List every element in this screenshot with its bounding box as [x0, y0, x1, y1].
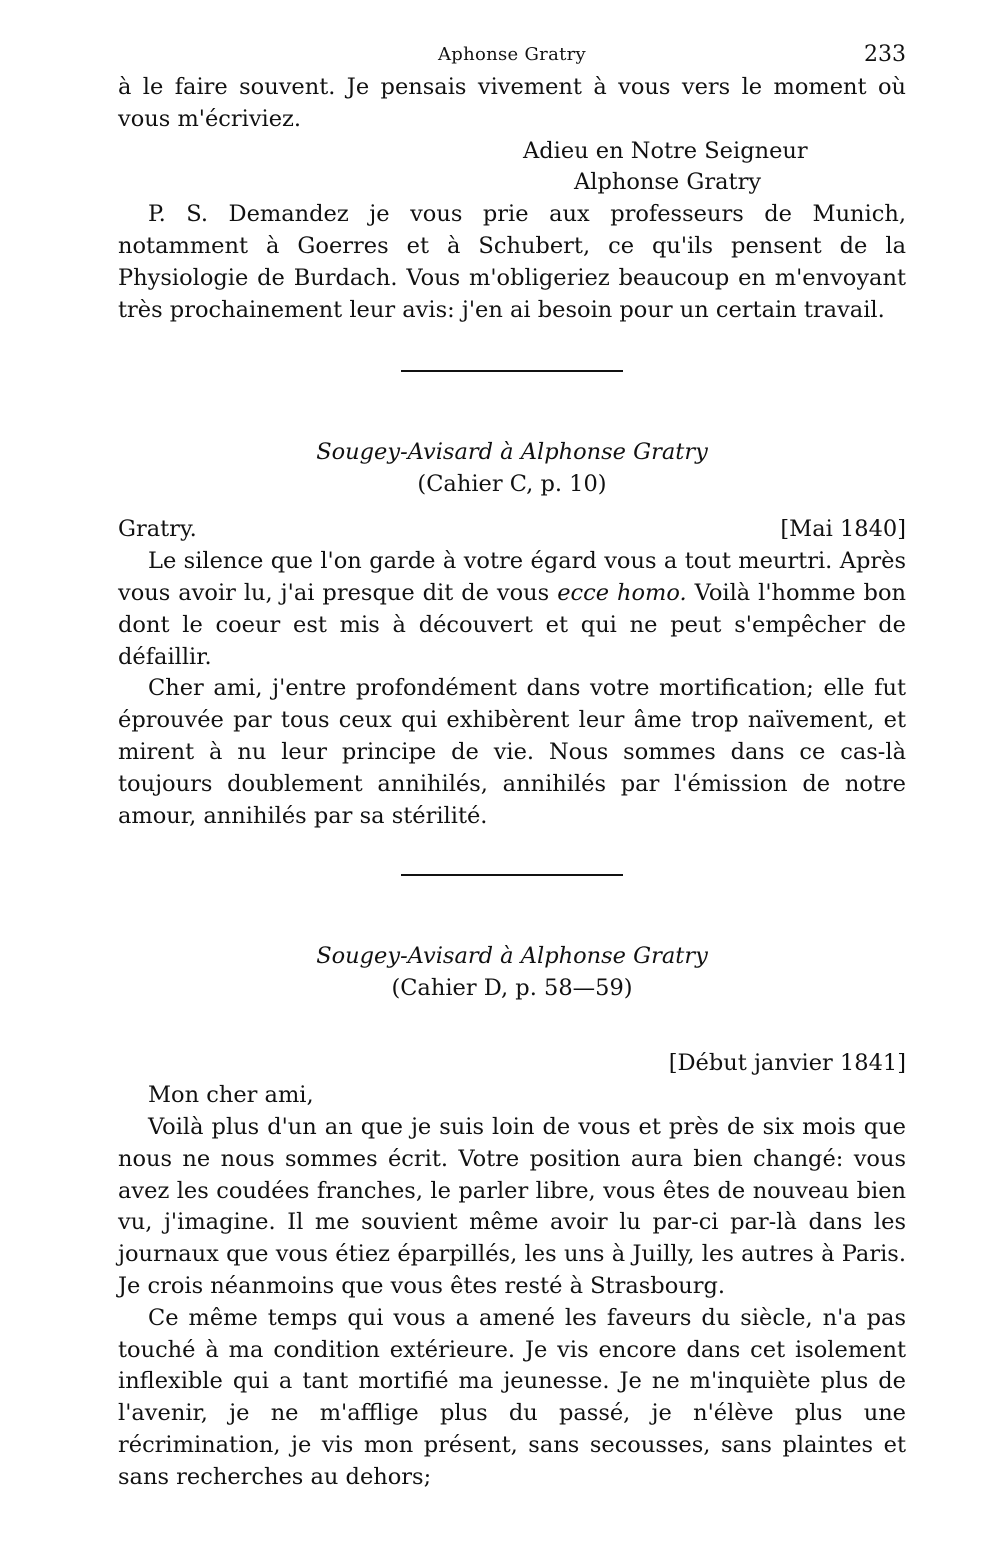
letter-3-salutation: Mon cher ami, [148, 1082, 314, 1109]
letter-3 [118, 940, 906, 1493]
letter-1-signature: Alphonse Gratry [574, 169, 762, 196]
letter-2-heading: Sougey-Avisard à Alphonse Gratry [316, 439, 708, 466]
letter-2-addressee: Gratry. [118, 516, 197, 543]
letter-2-header-row [118, 514, 906, 546]
letter-3-heading: Sougey-Avisard à Alphonse Gratry [316, 943, 708, 970]
letter-2-date: [Mai 1840] [780, 516, 906, 543]
letter-2-paragraph-1 [118, 546, 906, 673]
letter-1-continuation: à le faire souvent. Je pensais vivement à vous vers le moment où vous m'écriviez. [118, 74, 906, 132]
letter-3-date: [Début janvier 1841] [668, 1050, 906, 1077]
letter-2-paragraph-1-start: Le silence que l'on garde à votre égard vous a tout meurtri. Après vous avoir lu, j'ai presque dit de vous [118, 548, 906, 606]
letter-2-paragraph-2: Cher ami, j'entre profondément dans votre mortification; elle fut éprouvée par tous ceux qui exhibèrent leur âme trop naïvement, et mirent à nu leur principe de vie. Nous sommes dans ce cas-là toujours doublement annihilés, annihilés par l'émission de notre amour, annihilés par sa stérilité. [118, 675, 906, 829]
letter-3-paragraph-2: Ce même temps qui vous a amené les faveurs du siècle, n'a pas touché à ma condition extérieure. Je vis encore dans cet isolement inflexible qui a tant mortifié ma jeunesse. Je ne m'inquiète plus de l'avenir, je ne m'afflige plus du passé, je n'élève plus une récrimination, je vis mon présent, sans secousses, sans plaintes et sans recherches au dehors; [118, 1304, 906, 1490]
letter-3-paragraph-1: Voilà plus d'un an que je suis loin de vous et près de six mois que nous ne nous sommes écrit. Votre position aura bien changé: vous avez les coudées franches, le parler libre, vous êtes de nouveau bien vu, j'imagine. Il me souvient même avoir lu par-ci par-là dans les journaux que vous étiez éparpillés, les uns à Juilly, les autres à Paris. Je crois néanmoins que vous êtes resté à Strasbourg. [118, 1113, 906, 1299]
book-page [118, 38, 906, 1494]
letter-1 [118, 72, 906, 326]
letter-2-reference: (Cahier C, p. 10) [417, 471, 607, 498]
running-title: Aphonse Gratry [437, 44, 587, 65]
letter-2-paragraph-1-end: Voilà l'homme bon dont le coeur est mis à découvert et qui ne peut s'empêcher de défaillir. [118, 579, 906, 670]
letter-2 [118, 436, 906, 832]
letter-2-italic-phrase: ecce homo. [557, 579, 687, 606]
letter-3-reference: (Cahier D, p. 58—59) [391, 975, 633, 1002]
page-number: 233 [864, 42, 906, 67]
running-head [118, 38, 906, 72]
letter-1-closing-line-1: Adieu en Notre Seigneur [523, 137, 808, 164]
letter-1-postscript: P. S. Demandez je vous prie aux professeurs de Munich, notamment à Goerres et à Schubert, ce qu'ils pensent de la Physiologie de Burdach. Vous m'obligeriez beaucoup en m'envoyant très prochainement leur avis: j'en ai besoin pour un certain travail. [118, 201, 906, 323]
